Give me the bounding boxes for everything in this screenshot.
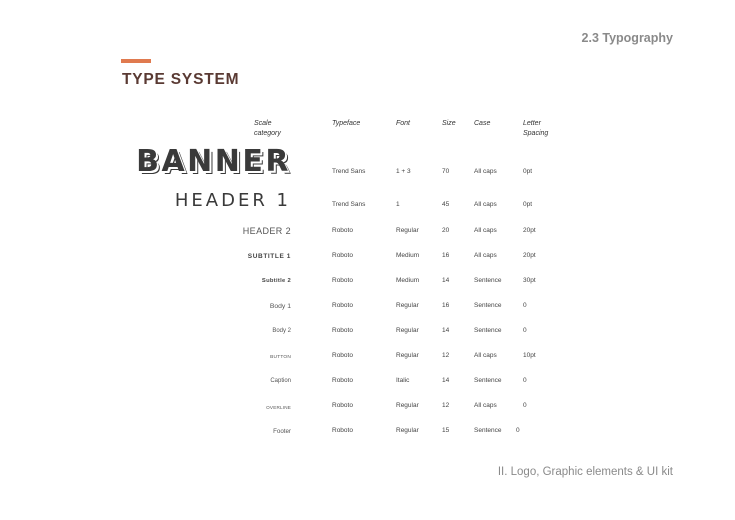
cell-typeface: Trend Sans xyxy=(332,168,366,175)
cell-size: 14 xyxy=(442,327,450,334)
cell-typeface: Roboto xyxy=(332,352,353,359)
cell-font: 1 + 3 xyxy=(396,168,411,175)
table-row xyxy=(0,427,735,447)
cell-letter-spacing: 20pt xyxy=(523,252,536,259)
cell-size: 14 xyxy=(442,377,450,384)
cell-case: Sentence xyxy=(474,377,502,384)
column-header-typeface: Typeface xyxy=(332,120,361,127)
cell-typeface: Roboto xyxy=(332,302,353,309)
cell-scale-category: BUTTON xyxy=(270,354,291,360)
table-row xyxy=(0,402,735,422)
cell-scale-category: BANNER xyxy=(136,144,291,179)
cell-typeface: Roboto xyxy=(332,377,353,384)
column-header-case: Case xyxy=(474,120,491,127)
cell-letter-spacing: 0 xyxy=(523,302,527,309)
cell-typeface: Roboto xyxy=(332,252,353,259)
cell-case: All caps xyxy=(474,201,497,208)
cell-scale-category: HEADER 1 xyxy=(174,190,291,211)
table-row xyxy=(0,252,735,272)
cell-letter-spacing: 0 xyxy=(523,327,527,334)
section-title: TYPE SYSTEM xyxy=(122,71,240,88)
table-row xyxy=(0,377,735,397)
cell-case: Sentence xyxy=(474,277,502,284)
cell-size: 12 xyxy=(442,402,450,409)
cell-case: All caps xyxy=(474,352,497,359)
column-header-size: Size xyxy=(442,120,456,127)
cell-font: 1 xyxy=(396,201,400,208)
cell-scale-category: OVERLINE xyxy=(266,404,291,410)
cell-scale-category: Caption xyxy=(270,378,291,384)
cell-font: Regular xyxy=(396,327,419,334)
column-header-scale: Scale category xyxy=(254,120,281,137)
cell-size: 12 xyxy=(442,352,450,359)
table-row xyxy=(0,352,735,372)
cell-case: All caps xyxy=(474,402,497,409)
column-header-letter-spacing: Letter Spacing xyxy=(523,120,549,137)
footer-chapter-label: II. Logo, Graphic elements & UI kit xyxy=(497,466,673,478)
cell-size: 16 xyxy=(442,302,450,309)
cell-scale-category: Subtitle 2 xyxy=(261,278,291,285)
cell-letter-spacing: 0 xyxy=(523,377,527,384)
cell-scale-category: SUBTITLE 1 xyxy=(247,252,291,260)
cell-font: Regular xyxy=(396,302,419,309)
cell-scale-category: Footer xyxy=(273,427,291,435)
cell-case: Sentence xyxy=(474,327,502,334)
cell-font: Regular xyxy=(396,352,419,359)
cell-scale-category: HEADER 2 xyxy=(242,225,291,236)
table-row xyxy=(0,144,735,188)
cell-size: 70 xyxy=(442,168,450,175)
cell-font: Medium xyxy=(396,252,420,259)
cell-font: Regular xyxy=(396,227,419,234)
cell-font: Regular xyxy=(396,402,419,409)
cell-typeface: Roboto xyxy=(332,402,353,409)
cell-letter-spacing: 0pt xyxy=(523,201,533,208)
cell-letter-spacing: 0 xyxy=(516,427,520,434)
table-row xyxy=(0,227,735,247)
title-accent-bar xyxy=(121,59,151,63)
cell-case: All caps xyxy=(474,227,497,234)
table-row xyxy=(0,277,735,297)
cell-scale-category: Body 2 xyxy=(272,328,291,334)
cell-letter-spacing: 30pt xyxy=(523,277,536,284)
cell-case: All caps xyxy=(474,168,497,175)
cell-letter-spacing: 0 xyxy=(523,402,527,409)
cell-typeface: Roboto xyxy=(332,427,353,434)
cell-font: Regular xyxy=(396,427,419,434)
cell-typeface: Roboto xyxy=(332,327,353,334)
cell-case: All caps xyxy=(474,252,497,259)
cell-font: Italic xyxy=(396,377,410,384)
table-row xyxy=(0,327,735,347)
cell-size: 16 xyxy=(442,252,450,259)
table-row xyxy=(0,190,735,221)
cell-typeface: Trend Sans xyxy=(332,201,366,208)
cell-letter-spacing: 20pt xyxy=(523,227,536,234)
table-row xyxy=(0,302,735,322)
cell-typeface: Roboto xyxy=(332,227,353,234)
cell-letter-spacing: 10pt xyxy=(523,352,536,359)
cell-font: Medium xyxy=(396,277,420,284)
cell-case: Sentence xyxy=(474,427,502,434)
page-section-label: 2.3 Typography xyxy=(581,31,673,45)
cell-letter-spacing: 0pt xyxy=(523,168,533,175)
cell-size: 14 xyxy=(442,277,450,284)
column-header-font: Font xyxy=(396,120,411,127)
cell-size: 45 xyxy=(442,201,450,208)
cell-case: Sentence xyxy=(474,302,502,309)
cell-typeface: Roboto xyxy=(332,277,353,284)
cell-scale-category: Body 1 xyxy=(269,302,291,310)
cell-size: 20 xyxy=(442,227,450,234)
cell-size: 15 xyxy=(442,427,450,434)
